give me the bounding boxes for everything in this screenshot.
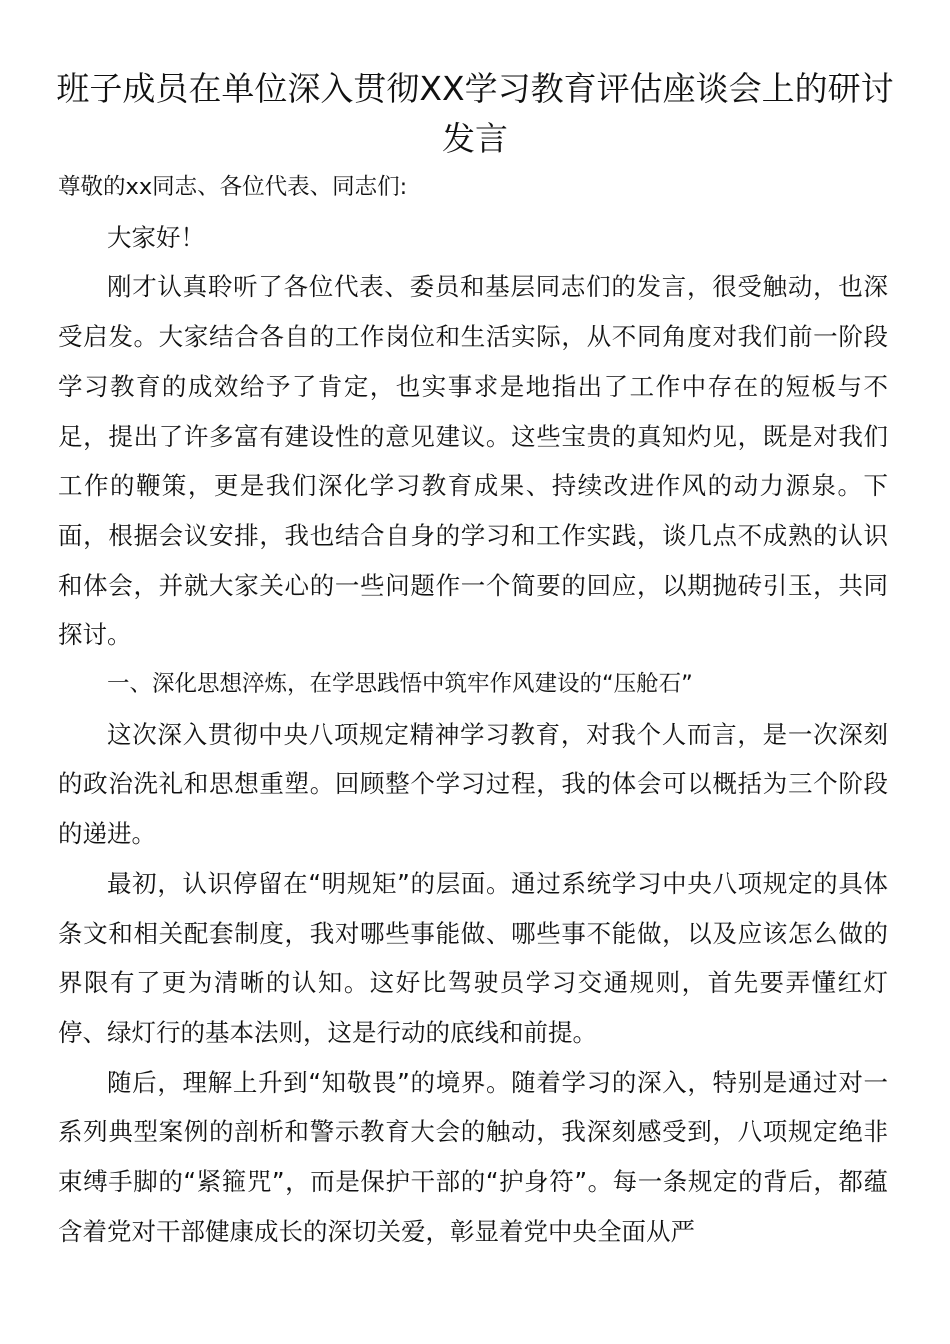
- section-heading: 一、深化思想淬炼，在学思践悟中筑牢作风建设的“压舱石”: [107, 671, 693, 698]
- greeting: 大家好！: [107, 222, 205, 252]
- salutation: 尊敬的xx同志、各位代表、同志们:: [58, 174, 408, 200]
- paragraph-intro: 刚才认真聆听了各位代表、委员和基层同志们的发言，很受触动，也深受启发。大家结合各自的工作岗位和生活实际，从不同角度对我们前一阶段学习教育的成效给予了肯定，也实事求是地指出了工作中存在的短板与不足，提出了许多富有建设性的意见建议。这些宝贵的真知灼见，既是对我们工作的鞭策，更是我们深化学习教育成果、持续改进作风的动力源泉。下面，根据会议安排，我也结合自身的学习和工作实践，谈几点不成熟的认识和体会，并就大家关心的一些问题作一个简要的回应，以期抛砖引玉，共同探讨。: [58, 272, 888, 650]
- paragraph-stage-two: 随后，理解上升到“知敬畏”的境界。随着学习的深入，特别是通过对一系列典型案例的剖析和警示教育大会的触动，我深刻感受到，八项规定绝非束缚手脚的“紧箍咒”，而是保护干部的“护身符”。每一条规定的背后，都蕴含着党对干部健康成长的深切关爱，彰显着党中央全面从严: [58, 1067, 888, 1246]
- document-body: [58, 163, 888, 1256]
- document-title: 班子成员在单位深入贯彻XX学习教育评估座谈会上的研讨发言: [56, 69, 894, 158]
- paragraph-stage-one: 最初，认识停留在“明规矩”的层面。通过系统学习中央八项规定的具体条文和相关配套制度，我对哪些事能做、哪些事不能做，以及应该怎么做的界限有了更为清晰的认知。这好比驾驶员学习交通规则，首先要弄懂红灯停、绿灯行的基本法则，这是行动的底线和前提。: [58, 868, 888, 1047]
- paragraph-overview: 这次深入贯彻中央八项规定精神学习教育，对我个人而言，是一次深刻的政治洗礼和思想重塑。回顾整个学习过程，我的体会可以概括为三个阶段的递进。: [58, 719, 888, 849]
